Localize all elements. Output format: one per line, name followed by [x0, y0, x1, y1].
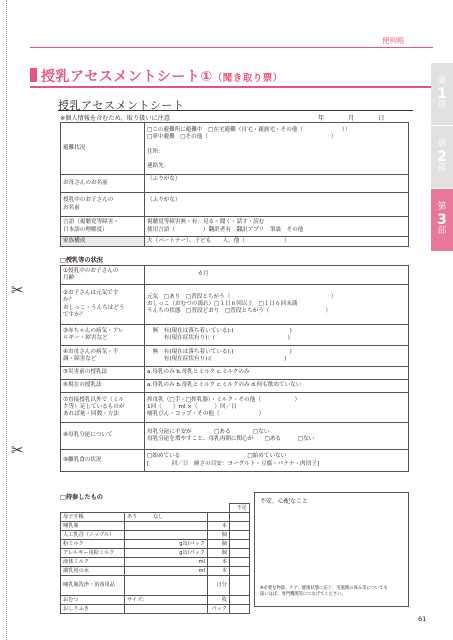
- item-name: おむつ: [61, 596, 125, 605]
- item-unit: [208, 513, 230, 522]
- item-shortage[interactable]: [230, 596, 250, 605]
- row-value[interactable]: 母乳分泌に不安が □ある □ない 母乳分泌を増やすこと、母乳再開に関心が □ある □ない: [145, 423, 409, 450]
- item-shortage[interactable]: [230, 540, 250, 549]
- row-label: お母さんのお名前: [61, 175, 145, 193]
- row-label: ②お子さんは元気です か？ おしっこ・うんちはどう ですか？: [61, 285, 145, 325]
- date-field: 年 月 日: [318, 115, 385, 122]
- tab-prefix: 第: [437, 76, 447, 87]
- row-label: ③赤ちゃんの病気・アレ ルギー・障害など: [61, 325, 145, 346]
- row-label: ⑦直接授乳以外で（ミル ク等）足しているものが あれば量・回数・方法: [61, 393, 145, 423]
- row-label: 言語（視聴覚等障害・ 日本語の理解度）: [61, 217, 145, 237]
- item-unit: 日分: [208, 576, 230, 596]
- row-value[interactable]: （ふりがな）: [145, 193, 409, 217]
- item-detail[interactable]: サイズ：: [125, 596, 208, 605]
- table-row: [61, 237, 409, 247]
- concerns-footnote: ※必要な物資、ケア、健康状態に応じ、実施関の保み等についても 扱いはば、専門機関等につなげてください。: [260, 586, 388, 598]
- tab-part-3[interactable]: [431, 189, 453, 251]
- title-accent-bar: [30, 68, 37, 82]
- row-label: ⑧母乳分泌について: [61, 423, 145, 450]
- item-detail[interactable]: g缶/パック: [125, 540, 208, 549]
- tab-part-2[interactable]: [431, 126, 453, 188]
- item-unit: 枚: [208, 596, 230, 605]
- tab-number: 1: [437, 85, 447, 102]
- item-name: 人工乳首（ニップル）: [61, 531, 125, 540]
- privacy-notice: ※個人情報を含むため、取り扱いに注意: [60, 115, 171, 122]
- cut-line: [6, 0, 7, 640]
- item-detail[interactable]: ml: [125, 558, 208, 567]
- item-name: 母子手帳: [61, 513, 125, 522]
- item-detail[interactable]: [125, 576, 208, 596]
- scissors-icon: ✂: [11, 281, 24, 299]
- title-underline: [30, 86, 433, 88]
- row-label: ④お母さんの病気・不 調・障害など: [61, 346, 145, 367]
- table-row: [61, 393, 409, 423]
- concerns-title: 不安、心配なこと: [260, 498, 309, 505]
- table-row: [61, 285, 409, 325]
- page-title-text: 授乳アセスメントシート①: [41, 69, 213, 85]
- tab-suffix: 部: [437, 100, 447, 111]
- item-unit: 本: [208, 558, 230, 567]
- table-row: [61, 513, 250, 522]
- row-value[interactable]: 元気 □あり □普段とちがう（ ） おしっこ（おむつの濡れ）□１日６回以上 □１日６回未満 うんちの状態 □普段どおり □普段とちがう（ ）: [145, 285, 409, 325]
- tab-prefix: 第: [437, 202, 447, 213]
- header-section-label: 便利帳: [382, 36, 405, 45]
- item-name: 調乳用の水: [61, 567, 125, 576]
- item-shortage[interactable]: [230, 549, 250, 558]
- row-value[interactable]: 視聴覚等障害無・有：見る・聞く・話す・読む 使用言語（ ）翻訳者有 翻訳アプリ 筆談 その他: [145, 217, 409, 237]
- row-label: 家族構成: [61, 237, 145, 247]
- item-name: 液体ミルク: [61, 558, 125, 567]
- item-shortage[interactable]: [230, 522, 250, 531]
- row-value[interactable]: a.母乳のみ b.母乳とミルク c.ミルクのみ d.何も飲めていない: [145, 380, 409, 393]
- item-shortage[interactable]: [230, 605, 250, 614]
- row-value[interactable]: カ月: [145, 266, 409, 285]
- feeding-status-table: [60, 265, 409, 472]
- tab-part-1[interactable]: [431, 63, 453, 125]
- form-title-underline: [58, 110, 413, 111]
- table-row: [61, 175, 409, 193]
- table-row: [61, 522, 250, 531]
- section-title-belongings: □持参したもの: [60, 494, 103, 501]
- item-unit: 本: [208, 567, 230, 576]
- item-name: アレルギー用粉ミルク: [61, 549, 125, 558]
- item-unit: 個: [208, 549, 230, 558]
- page-number: 61: [418, 615, 427, 623]
- row-value[interactable]: □この避難所に避難中 □在宅避難（自宅・親族宅・その他（ ）） □車中避難 □その他（ ） 住所： 連絡先：: [145, 123, 409, 175]
- table-row: [61, 123, 409, 175]
- table-row: [61, 193, 409, 217]
- item-name: おしりふき: [61, 605, 125, 614]
- tab-suffix: 部: [437, 226, 447, 237]
- table-row: [61, 605, 250, 614]
- concerns-box[interactable]: [254, 492, 409, 607]
- table-row: [61, 540, 250, 549]
- row-value[interactable]: □始めている □始めていない [ 回／日 硬さの目安：ヨーグルト・豆腐・バナナ・肉団子]: [145, 450, 409, 472]
- header-divider: [30, 47, 433, 48]
- row-value[interactable]: a.母乳のみ b.母乳とミルク c.ミルクのみ: [145, 367, 409, 380]
- table-row: [61, 266, 409, 285]
- item-name: 哺乳瓶洗浄・消毒用品: [61, 576, 125, 596]
- item-name: 粉ミルク: [61, 540, 125, 549]
- column-header-shortage: 不足: [230, 504, 250, 513]
- row-value[interactable]: 無 有(現在は落ち着いている):( ) 有(現在症状有り):( ): [145, 346, 409, 367]
- basic-info-table: [60, 122, 409, 247]
- tab-suffix: 部: [437, 163, 447, 174]
- tab-prefix: 第: [437, 139, 447, 150]
- tab-number: 3: [437, 211, 447, 228]
- item-detail[interactable]: g缶/パック: [125, 549, 208, 558]
- table-row: [61, 549, 250, 558]
- item-name: 哺乳瓶: [61, 522, 125, 531]
- row-label: 避難状況: [61, 123, 145, 175]
- row-label: ⑥現在の授乳法: [61, 380, 145, 393]
- table-row: [61, 217, 409, 237]
- table-row: [61, 558, 250, 567]
- row-value[interactable]: 搾母乳（□手・□搾乳器）・ミルク・その他（ ） 1回（ ）ml ×（ ）回／日 哺乳びん・コップ・その他（ ）: [145, 393, 409, 423]
- table-row: [61, 346, 409, 367]
- item-detail[interactable]: ml: [125, 567, 208, 576]
- table-row: [61, 450, 409, 472]
- row-label: ⑨離乳食の状況: [61, 450, 145, 472]
- item-unit: 本: [208, 522, 230, 531]
- table-row: [61, 531, 250, 540]
- page-title: [41, 66, 283, 86]
- item-shortage[interactable]: [230, 567, 250, 576]
- table-header-row: [61, 504, 250, 513]
- item-shortage[interactable]: [230, 531, 250, 540]
- item-detail[interactable]: あり なし: [125, 513, 208, 522]
- page-title-suffix: （聞き取り票）: [212, 73, 283, 84]
- row-value[interactable]: 夫（パートナー）、子ども 人、他（ ）: [145, 237, 409, 247]
- item-unit: 個: [208, 540, 230, 549]
- table-row: [61, 576, 250, 596]
- item-shortage[interactable]: [230, 558, 250, 567]
- row-value[interactable]: （ふりがな）: [145, 175, 409, 193]
- table-row: [61, 325, 409, 346]
- item-unit: パック: [208, 605, 230, 614]
- table-row: [61, 367, 409, 380]
- tab-number: 2: [437, 148, 447, 165]
- part-tabs: [431, 63, 453, 252]
- row-label: ①授乳中のお子さんの 月齢: [61, 266, 145, 285]
- belongings-table: [60, 503, 250, 614]
- row-value[interactable]: 無 有(現在は落ち着いている):( ) 有(現在症状有り)：( ): [145, 325, 409, 346]
- item-shortage[interactable]: [230, 576, 250, 596]
- table-row: [61, 380, 409, 393]
- item-unit: 個: [208, 531, 230, 540]
- item-detail[interactable]: [125, 531, 208, 540]
- item-detail[interactable]: [125, 605, 208, 614]
- row-label: 授乳中のお子さんの お名前: [61, 193, 145, 217]
- scissors-icon: ✂: [11, 441, 24, 459]
- row-label: ⑤災害前の授乳法: [61, 367, 145, 380]
- table-row: [61, 567, 250, 576]
- item-detail[interactable]: [125, 522, 208, 531]
- table-row: [61, 423, 409, 450]
- form-title: 授乳アセスメントシート: [58, 99, 185, 112]
- section-title-feeding: □授乳等の状況: [60, 257, 103, 264]
- item-shortage[interactable]: [230, 513, 250, 522]
- table-row: [61, 596, 250, 605]
